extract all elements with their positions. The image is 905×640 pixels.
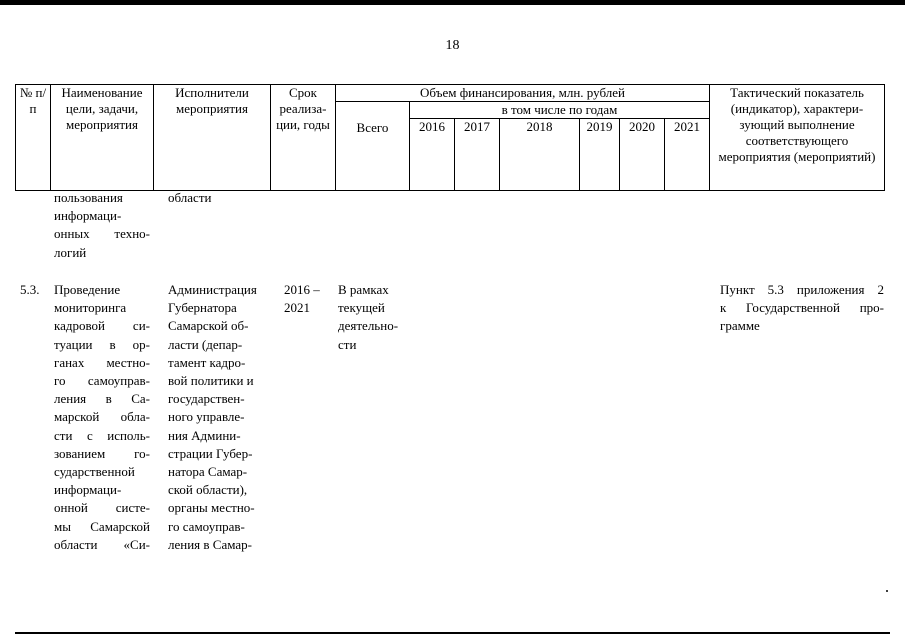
row-5-3-indicator: Пункт 5.3 приложения 2 к Государственной про- грамме	[720, 282, 884, 334]
row-5-3-name: Проведение мониторинга кадровой си- туации в ор- ганах местно- го самоуправ- ления в Са- марской обла- сти с исполь- зованием го- сударственной информаци- онной систе- мы Самарской области «Си-	[54, 282, 150, 552]
header-num: № п/п	[16, 85, 51, 191]
header-including-years: в том числе по годам	[410, 102, 710, 119]
row-5-3-num: 5.3.	[20, 282, 40, 297]
top-border-rule	[0, 0, 905, 5]
header-year-2018: 2018	[500, 119, 580, 191]
row-5-3-executors: Администрация Губернатора Самарской об- ласти (депар- тамент кадро- вой политики и государствен- ного управле- ния Админи- страции Губер- натора Самар- ской области), органы местно- го самоуправ- ления в Самар-	[168, 282, 257, 552]
header-year-2021: 2021	[665, 119, 710, 191]
header-executors: Исполнители мероприятия	[154, 85, 271, 191]
scan-speck	[886, 590, 888, 592]
row-5-3-total: В рамках текущей деятельно- сти	[338, 282, 399, 352]
header-term: Срок реализа-ции, годы	[271, 85, 336, 191]
header-name: Наименование цели, задачи, мероприятия	[51, 85, 154, 191]
table-header	[15, 84, 885, 191]
header-year-2020: 2020	[620, 119, 665, 191]
row-5-3-term: 2016 – 2021	[284, 282, 320, 316]
page-number: 18	[445, 38, 460, 53]
header-year-2017: 2017	[455, 119, 500, 191]
continuation-executors: области	[168, 190, 212, 205]
header-indicator: Тактический показатель (индикатор), характери-зующий выполнение соответствующего мероприятия (мероприятий)	[710, 85, 885, 191]
bottom-border-rule	[15, 632, 890, 634]
continuation-name: пользования информаци- онных техно- логий	[54, 190, 150, 260]
header-total: Всего	[336, 102, 410, 191]
header-year-2016: 2016	[410, 119, 455, 191]
header-funding: Объем финансирования, млн. рублей	[336, 85, 710, 102]
header-year-2019: 2019	[580, 119, 620, 191]
